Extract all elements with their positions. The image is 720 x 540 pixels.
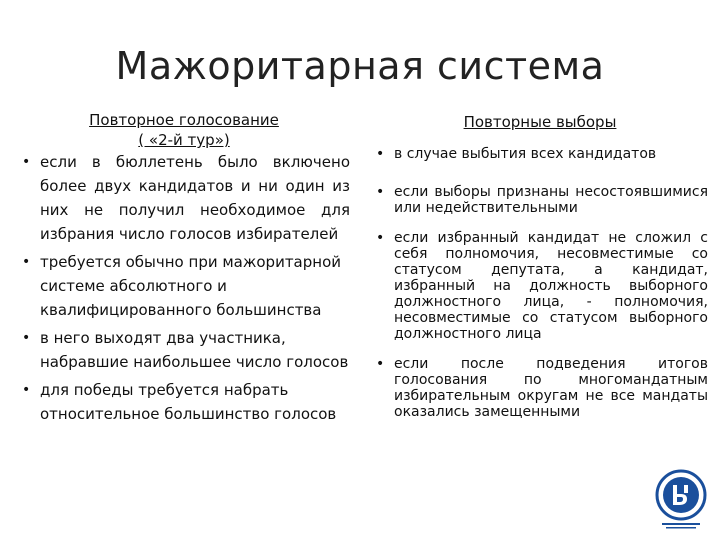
left-heading-line1: Повторное голосование — [89, 111, 279, 129]
right-list-item: • если избранный кандидат не сложил с себя полномочия, несовместимые со статусом депутата, а кандидат, избранный на должность выборного должностного лица, - полномочия, несовместимые со статусом выборного должностного лица — [372, 230, 708, 342]
left-heading-line2: ( «2-й тур») — [138, 131, 230, 149]
right-list-item: • если после подведения итогов голосования по многомандатным избирательным округам не все мандаты оказались замещенными — [372, 356, 708, 420]
left-list — [18, 150, 350, 426]
right-list-item: • если выборы признаны несостоявшимися или недействительными — [372, 184, 708, 216]
university-logo-icon — [654, 468, 708, 530]
left-list-item: • в него выходят два участника, набравшие наибольшее число голосов — [18, 326, 350, 374]
left-heading — [18, 110, 350, 150]
right-column — [372, 110, 708, 434]
left-list-item: • требуется обычно при мажоритарной системе абсолютного и квалифицированного большинства — [18, 250, 350, 322]
left-list-item: • если в бюллетень было включено более двух кандидатов и ни один из них не получил необходимое для избрания число голосов избирателей — [18, 150, 350, 246]
right-list — [372, 146, 708, 420]
slide-title: Мажоритарная система — [115, 44, 605, 88]
left-list-item: • для победы требуется набрать относительное большинство голосов — [18, 378, 350, 426]
left-column — [18, 110, 350, 430]
right-list-item: • в случае выбытия всех кандидатов — [372, 146, 708, 162]
right-heading: Повторные выборы — [463, 113, 617, 131]
